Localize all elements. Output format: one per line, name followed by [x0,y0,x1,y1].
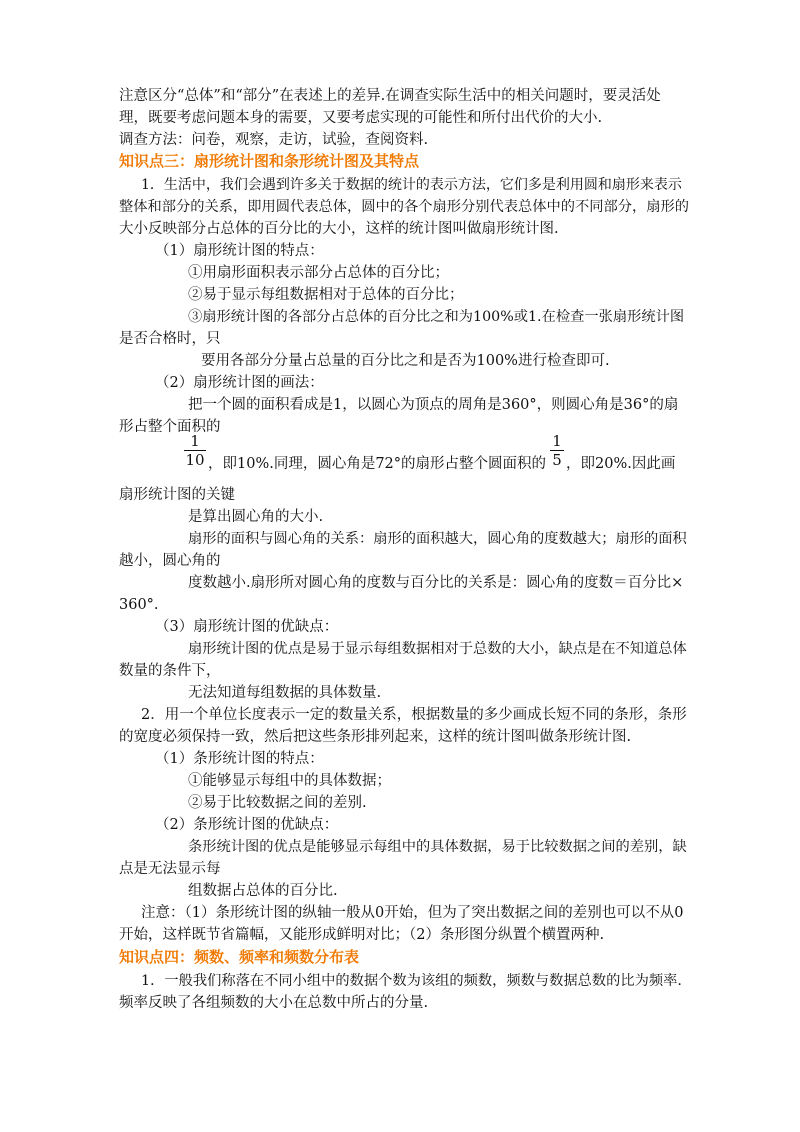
pie-drawing-line3: ，即10%.同理，圆心角是72°的扇形占整个圆面积的 [208,456,547,472]
pie-drawing-line2: 形占整个面积的 [119,419,221,435]
pie-feature-3-line3: 要用各部分分量占总量的百分比之和是否为100%进行检查即可. [201,353,610,369]
pie-drawing-line9: 360°. [119,597,159,613]
pie-drawing-line7: 越小，圆心角的 [119,553,221,569]
s4-p1-line1: 1．一般我们称落在不同小组中的数据个数为该组的频数，频数与数据总数的比为频率. [141,973,682,989]
pie-pros-cons-line3: 无法知道每组数据的具体数量. [188,685,382,701]
note-line1: 注意：（1）条形统计图的纵轴一般从0开始，但为了突出数据之间的差别也可以不从0 [141,905,684,921]
s4-p1-line2: 频率反映了各组频数的大小在总数中所占的分量. [119,995,429,1011]
fraction-denominator: 10 [185,451,205,469]
pie-drawing-line6: 扇形的面积与圆心角的关系：扇形的面积越大，圆心角的度数越大；扇形的面积 [188,531,687,547]
pie-drawing-line3b: ，即20%.因此画 [566,456,676,472]
pie-feature-3-line2: 是否合格时，只 [119,331,221,347]
section3-heading: 知识点三：扇形统计图和条形统计图及其特点 [119,152,420,170]
pie-drawing-line5: 是算出圆心角的大小. [188,509,324,525]
pie-feature-1: ①用扇形面积表示部分占总体的百分比； [188,265,449,281]
fraction-numerator: 1 [552,432,562,450]
bar-pros-cons-line2: 点是无法显示每 [119,861,221,877]
pie-drawing-line4: 扇形统计图的关键 [119,487,235,503]
bar-features-title: （1）条形统计图的特点： [155,751,324,767]
bar-feature-1: ①能够显示每组中的具体数据； [188,773,391,789]
pie-features-title: （1）扇形统计图的特点： [155,243,324,259]
section4-heading: 知识点四：频数、频率和频数分布表 [119,948,360,966]
s3-p1-line1: 1．生活中，我们会遇到许多关于数据的统计的表示方法，它们多是利用圆和扇形来表示 [141,177,682,193]
bar-pros-cons-line3: 组数据占总体的百分比. [188,883,338,899]
fraction-denominator: 5 [552,451,562,469]
bar-pros-cons-title: （2）条形统计图的优缺点： [155,817,339,833]
pie-drawing-line8: 度数越小.扇形所对圆心角的度数与百分比的关系是：圆心角的度数＝百分比× [188,575,684,591]
pie-drawing-title: （2）扇形统计图的画法： [155,375,324,391]
pie-feature-2: ②易于显示每组数据相对于总体的百分比； [188,287,464,303]
fraction-one-fifth [550,432,564,469]
bar-intro-line2: 的宽度必须保持一致，然后把这些条形排列起来，这样的统计图叫做条形统计图. [119,729,632,745]
fraction-one-tenth [184,432,206,469]
pie-drawing-line1: 把一个圆的面积看成是1，以圆心为顶点的周角是360°，则圆心角是36°的扇 [188,397,679,413]
bar-pros-cons-line1: 条形统计图的优点是能够显示每组中的具体数据，易于比较数据之间的差别，缺 [188,839,687,855]
fraction-numerator: 1 [190,432,200,450]
s3-p1-line2: 整体和部分的关系，即用圆代表总体，圆中的各个扇形分别代表总体中的不同部分，扇形的 [119,199,690,215]
note-line2: 开始，这样既节省篇幅，又能形成鲜明对比；（2）条形图分纵置个横置两种. [119,927,605,943]
pie-pros-cons-line2: 数量的条件下， [119,663,221,679]
survey-methods: 调查方法：问卷，观察，走访，试验，查阅资料. [119,132,429,148]
pie-feature-3-line1: ③扇形统计图的各部分占总体的百分比之和为100%或1.在检查一张扇形统计图 [188,309,685,325]
pie-pros-cons-line1: 扇形统计图的优点是易于显示每组数据相对于总数的大小，缺点是在不知道总体 [188,641,687,657]
intro-line-1: 注意区分“总体”和“部分”在表述上的差异.在调查实际生活中的相关问题时，要灵活处 [119,88,661,104]
bar-feature-2: ②易于比较数据之间的差别. [188,795,367,811]
bar-intro-line1: 2．用一个单位长度表示一定的数量关系，根据数量的多少画成长短不同的条形，条形 [141,707,687,723]
intro-line-2: 理，既要考虑问题本身的需要，又要考虑实现的可能性和所付出代价的大小. [119,110,603,126]
pie-pros-cons-title: （3）扇形统计图的优缺点： [155,619,339,635]
s3-p1-line3: 大小反映部分占总体的百分比的大小，这样的统计图叫做扇形统计图. [119,221,559,237]
